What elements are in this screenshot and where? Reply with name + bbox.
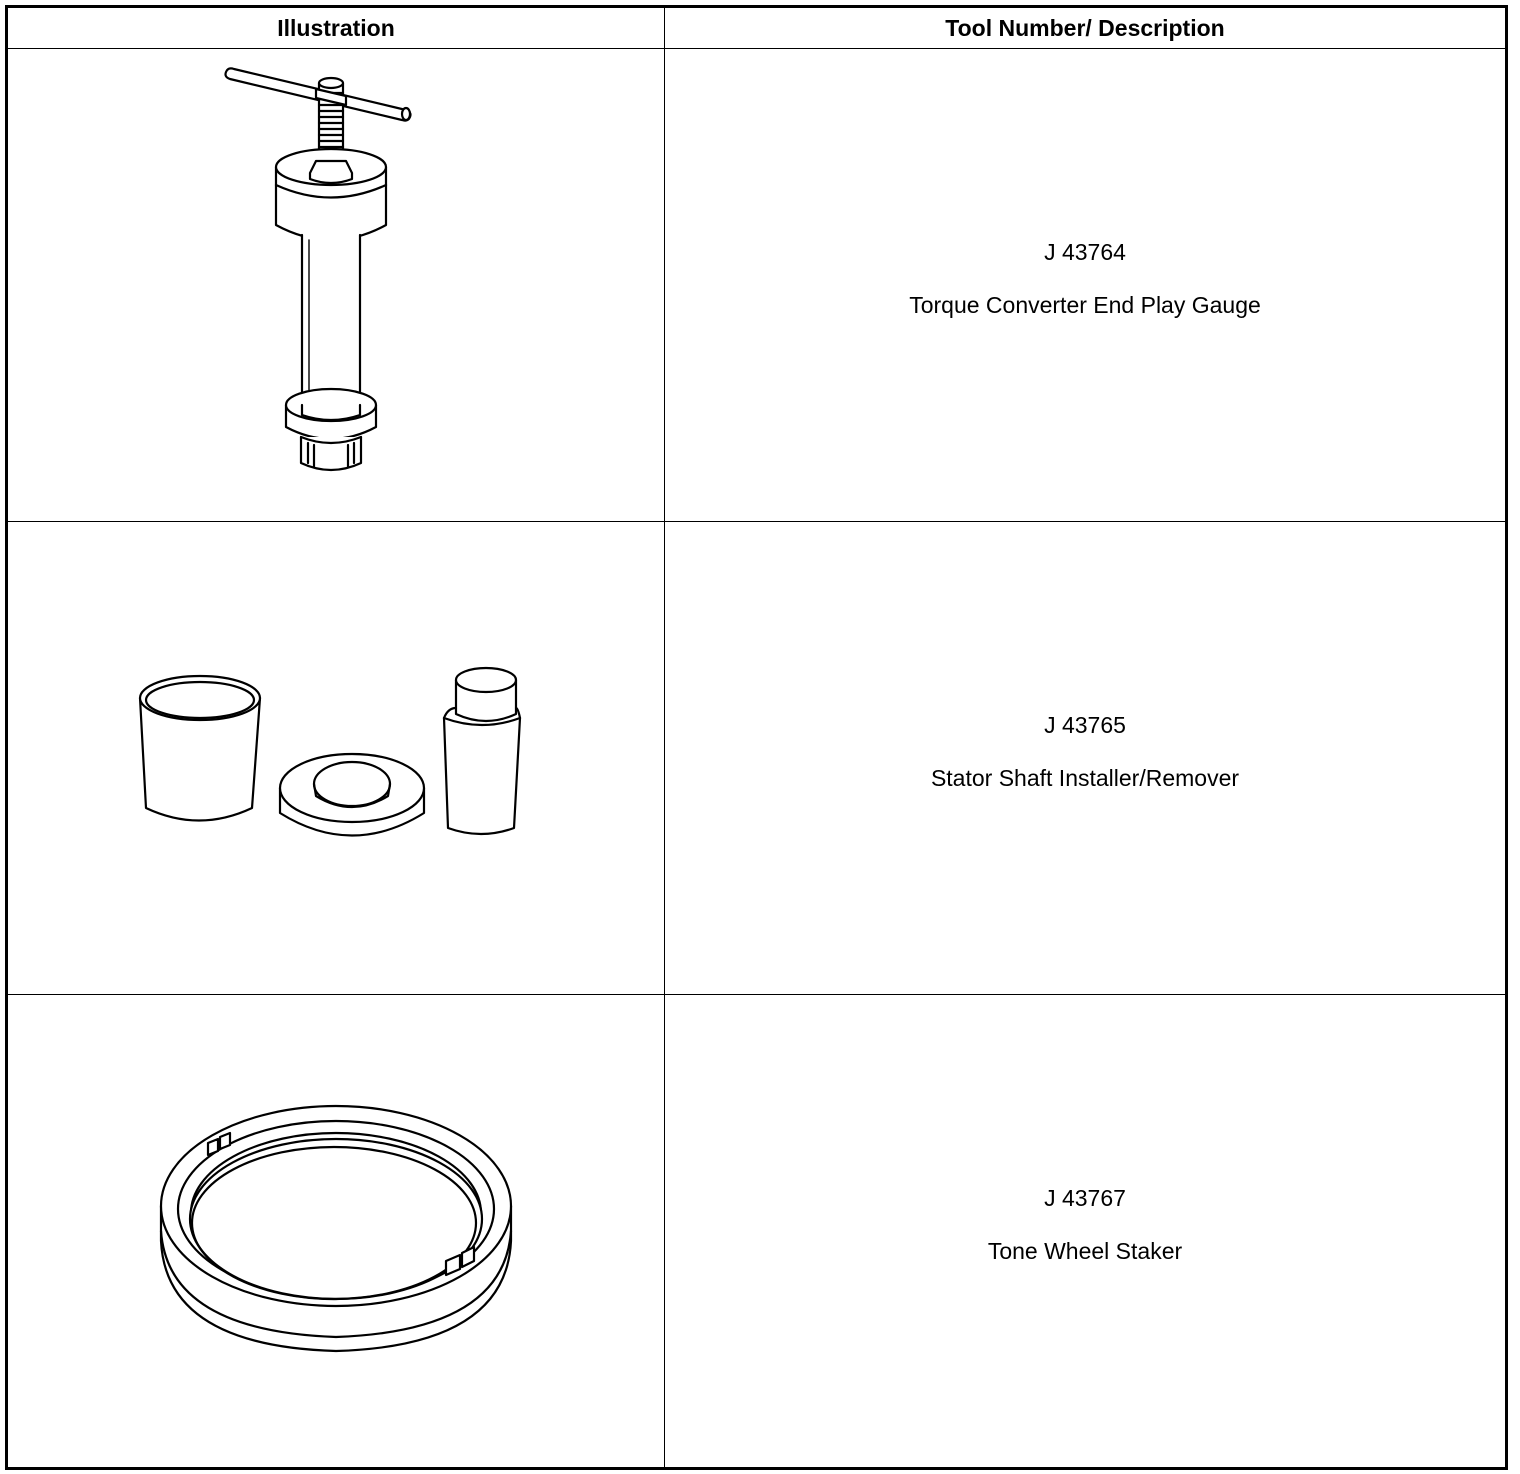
table-row [7, 522, 1507, 995]
tool-description: Tone Wheel Staker [987, 1238, 1183, 1264]
tool-description: Stator Shaft Installer/Remover [930, 765, 1240, 791]
special-tools-table [5, 5, 1508, 1470]
tool-description-cell [665, 995, 1507, 1469]
illustration-cell [7, 522, 665, 995]
illustration-cell [7, 49, 665, 522]
tool-number: J 43767 [1044, 1185, 1126, 1211]
tool-number: J 43764 [1044, 239, 1126, 265]
tool-description: Torque Converter End Play Gauge [909, 292, 1261, 318]
stator-shaft-tool-set-icon [136, 658, 536, 858]
tone-wheel-staker-icon [156, 1101, 516, 1361]
illustration-cell [7, 995, 665, 1469]
tool-description-cell [665, 49, 1507, 522]
header-tool-description: Tool Number/ Description [665, 7, 1507, 49]
tool-number: J 43765 [1044, 712, 1126, 738]
tool-description-cell [665, 522, 1507, 995]
header-illustration: Illustration [7, 7, 665, 49]
table-header-row [7, 7, 1507, 49]
table-row [7, 49, 1507, 522]
table-row [7, 995, 1507, 1469]
end-play-gauge-icon [206, 65, 466, 505]
